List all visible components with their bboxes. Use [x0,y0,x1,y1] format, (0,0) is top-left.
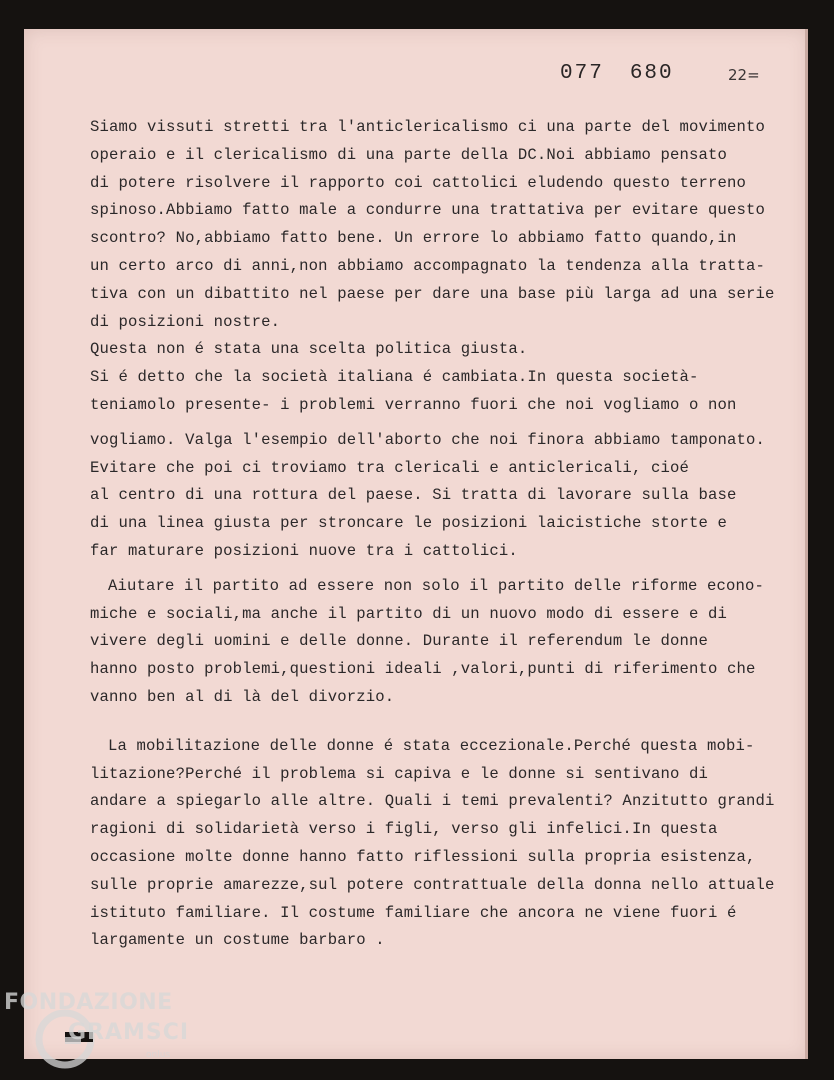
watermark-gramsci: GRAMSCI [68,1020,190,1045]
watermark-fondazione: FONDAZIONE [4,990,173,1015]
text-line: hanno posto problemi,questioni ideali ,valori,punti di riferimento che [90,660,756,679]
text-line: Siamo vissuti stretti tra l'anticlericalismo ci una parte del movimento [90,118,766,136]
text-line: far maturare posizioni nuove tra i cattolici. [90,541,518,560]
text-line: istituto familiare. Il costume familiare che ancora ne viene fuori é [90,903,737,922]
archive-number-part-2: 680 [629,62,674,85]
text-line: Si é detto che la società italiana é cambiata.In questa società- [90,368,699,387]
text-line: scontro? No,abbiamo fatto bene. Un errore lo abbiamo fatto quando,in [90,229,737,248]
text-line: di potere risolvere il rapporto coi cattolici eludendo questo terreno [90,173,747,192]
page-number: 22= [728,66,760,84]
text-line: sulle proprie amarezze,sul potere contrattuale della donna nello attuale [90,875,775,894]
text-line: tiva con un dibattito nel paese per dare una base più larga ad una serie [90,284,775,303]
text-line: litazione?Perché il problema si capiva e le donne si sentivano di [90,764,709,783]
text-line: Questa non é stata una scelta politica giusta. [90,340,528,359]
text-line: teniamolo presente- i problemi verranno fuori che noi vogliamo o non [90,395,737,414]
text-line: vogliamo. Valga l'esempio dell'aborto che noi finora abbiamo tamponato. [90,430,766,449]
document-body [90,114,790,955]
text-line: di una linea giusta per stroncare le posizioni laicistiche storte e [90,514,728,533]
paper-edge [805,29,808,1059]
text-line: operaio e il clericalismo di una parte della DC.Noi abbiamo pensato [90,145,728,164]
text-line: Aiutare il partito ad essere non solo il partito delle riforme econo- [108,576,765,595]
watermark-onlus: onlus [146,1050,171,1060]
text-line: vivere degli uomini e delle donne. Durante il referendum le donne [90,632,709,651]
text-line: La mobilitazione delle donne é stata eccezionale.Perché questa mobi- [108,736,755,755]
text-line: un certo arco di anni,non abbiamo accompagnato la tendenza alla tratta- [90,256,766,275]
text-line: miche e sociali,ma anche il partito di un nuovo modo di essere e di [90,604,728,623]
archive-number [560,62,674,85]
text-line: ragioni di solidarietà verso i figli, verso gli infelici.In questa [90,820,718,839]
text-line: Evitare che poi ci troviamo tra clericali e anticlericali, cioé [90,458,689,477]
text-line: al centro di una rottura del paese. Si tratta di lavorare sulla base [90,486,737,505]
archive-number-part-1: 077 [560,62,604,85]
text-line: di posizioni nostre. [90,312,281,331]
text-line: occasione molte donne hanno fatto riflessioni sulla propria esistenza, [90,847,756,866]
text-line: vanno ben al di là del divorzio. [90,687,395,706]
text-line: spinoso.Abbiamo fatto male a condurre una trattativa per evitare questo [90,201,766,220]
text-line: largamente un costume barbaro . [90,931,385,950]
text-line: andare a spiegarlo alle altre. Quali i temi prevalenti? Anzitutto grandi [90,792,775,811]
